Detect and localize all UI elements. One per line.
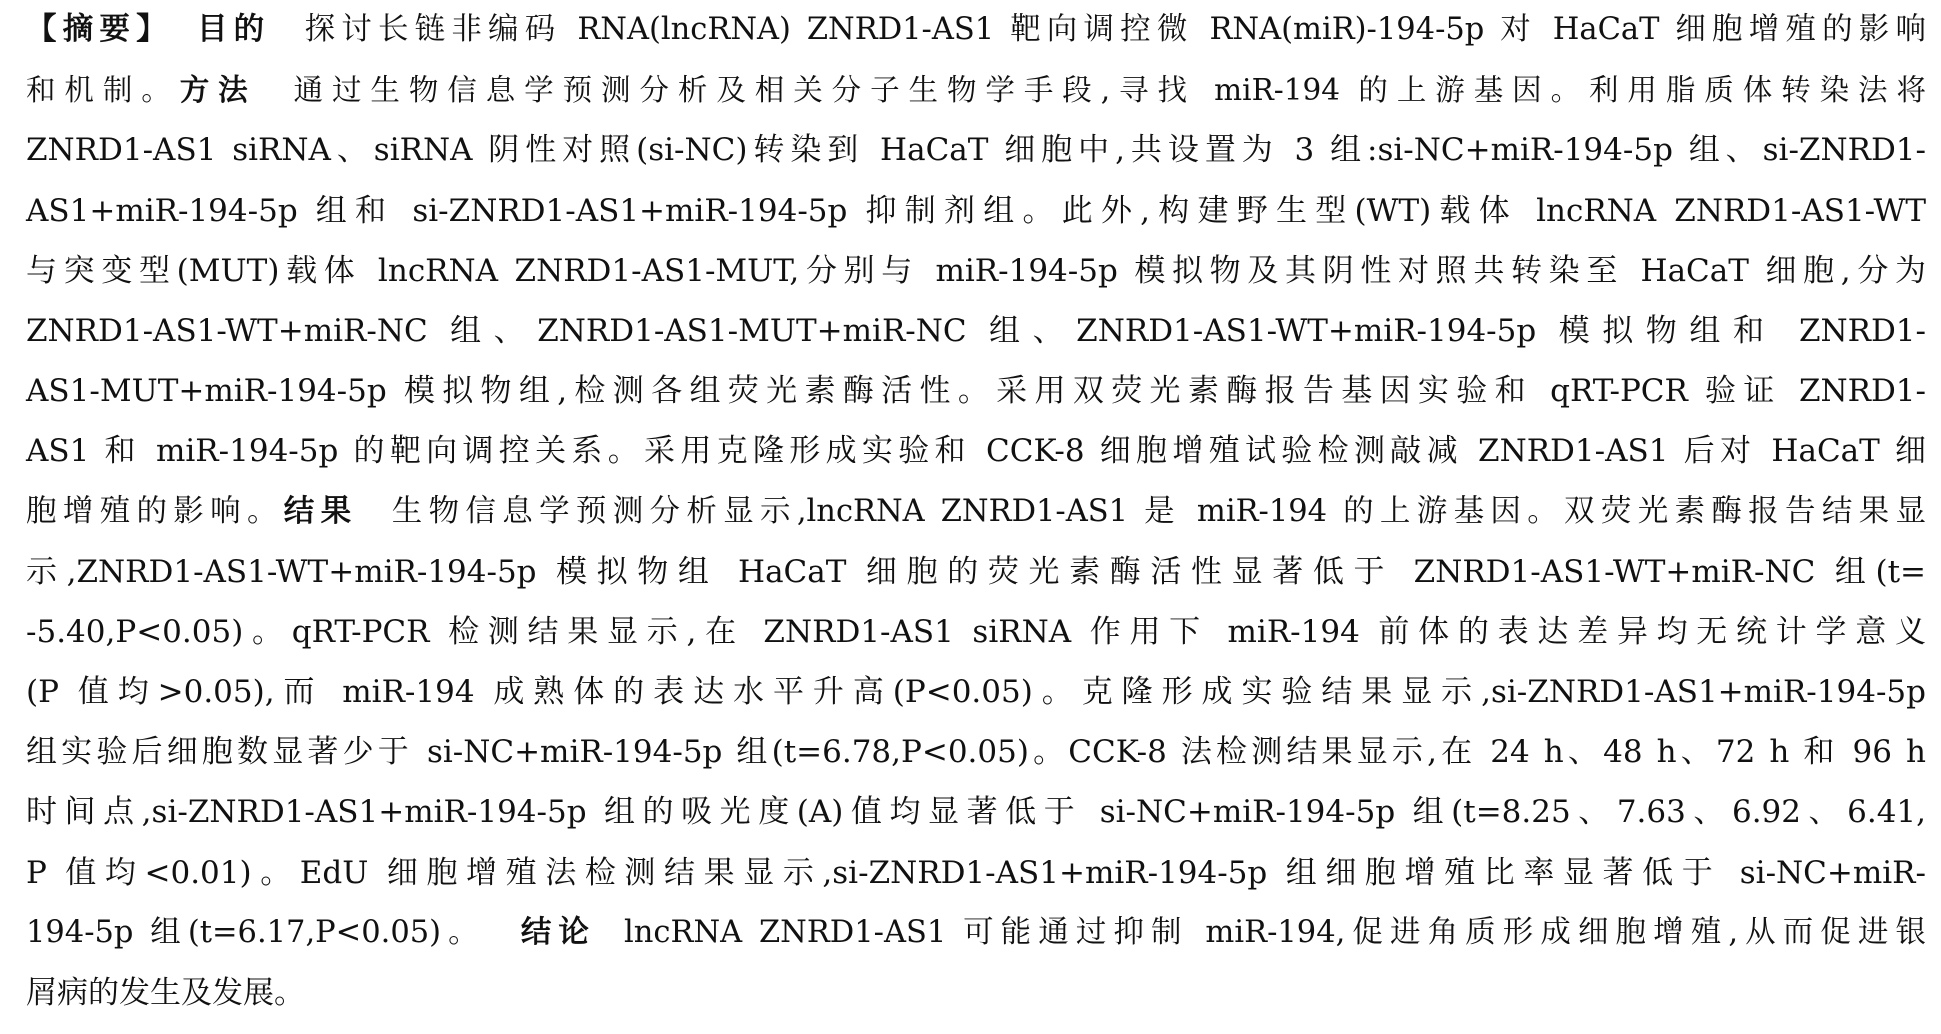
abstract-text: 示,ZNRD1-AS1-WT+miR-194-5p 模拟物组 HaCaT 细胞的荧光素酶活性显著低于 ZNRD1-AS1-WT+miR-NC 组(t= xyxy=(26,553,1926,590)
abstract-line-8 xyxy=(26,421,1926,481)
abstract-line-5 xyxy=(26,241,1926,301)
abstract-line-2 xyxy=(26,60,1926,120)
abstract-text: 胞增殖的影响。 xyxy=(26,493,284,529)
abstract-line-6 xyxy=(26,301,1926,361)
abstract-text: ZNRD1-AS1 siRNA、siRNA 阴性对照(si-NC)转染到 HaCaT 细胞中,共设置为 3 组:si-NC+miR-194-5p 组、si-ZNRD1- xyxy=(26,132,1926,169)
abstract-text: AS1 和 miR-194-5p 的靶向调控关系。采用克隆形成实验和 CCK-8 细胞增殖试验检测敲减 ZNRD1-AS1 后对 HaCaT 细 xyxy=(26,433,1926,470)
abstract-text: 通过生物信息学预测分析及相关分子生物学手段,寻找 miR-194 的上游基因。利用脂质体转染法将 xyxy=(284,73,1926,108)
abstract-text: P 值均<0.01)。EdU 细胞增殖法检测结果显示,si-ZNRD1-AS1+miR-194-5p 组细胞增殖比率显著低于 si-NC+miR- xyxy=(26,854,1926,891)
section-heading-conclusion: 结论 xyxy=(513,914,597,950)
abstract-body xyxy=(26,0,1926,1023)
abstract-text: 与突变型(MUT)载体 lncRNA ZNRD1-AS1-MUT,分别与 miR-194-5p 模拟物及其阴性对照共转染至 HaCaT 细胞,分为 xyxy=(26,252,1926,289)
abstract-text: ZNRD1-AS1-WT+miR-NC 组、ZNRD1-AS1-MUT+miR-NC 组、ZNRD1-AS1-WT+miR-194-5p 模拟物组和 ZNRD1- xyxy=(26,312,1926,349)
abstract-line-4 xyxy=(26,181,1926,241)
abstract-line-15 xyxy=(26,843,1926,903)
section-heading-objective: 目的 xyxy=(190,12,271,47)
abstract-text: (P 值均>0.05),而 miR-194 成熟体的表达水平升高(P<0.05)。克隆形成实验结果显示,si-ZNRD1-AS1+miR-194-5p xyxy=(26,674,1926,711)
abstract-line-16 xyxy=(26,903,1926,963)
abstract-text: AS1-MUT+miR-194-5p 模拟物组,检测各组荧光素酶活性。采用双荧光素酶报告基因实验和 qRT-PCR 验证 ZNRD1- xyxy=(26,373,1926,410)
abstract-text: AS1+miR-194-5p 组和 si-ZNRD1-AS1+miR-194-5p 抑制剂组。此外,构建野生型(WT)载体 lncRNA ZNRD1-AS1-WT xyxy=(26,192,1926,229)
abstract-text: 探讨长链非编码 RNA(lncRNA) ZNRD1-AS1 靶向调控微 RNA(miR)-194-5p 对 HaCaT 细胞增殖的影响 xyxy=(298,12,1926,47)
abstract-line-13 xyxy=(26,722,1926,782)
abstract-text: lncRNA ZNRD1-AS1 可能通过抑制 miR-194,促进角质形成细胞增殖,从而促进银 xyxy=(624,914,1926,950)
abstract-line-1 xyxy=(26,0,1926,60)
abstract-line-10 xyxy=(26,542,1926,602)
abstract-line-9 xyxy=(26,482,1926,542)
section-heading-results: 结果 xyxy=(283,493,358,529)
abstract-line-12 xyxy=(26,662,1926,722)
abstract-label: 【摘要】 xyxy=(26,12,173,47)
abstract-text: -5.40,P<0.05)。qRT-PCR 检测结果显示,在 ZNRD1-AS1 siRNA 作用下 miR-194 前体的表达差异均无统计学意义 xyxy=(26,613,1926,650)
section-heading-methods: 方法 xyxy=(179,73,257,108)
abstract-line-7 xyxy=(26,361,1926,421)
abstract-line-14 xyxy=(26,782,1926,842)
abstract-line-3 xyxy=(26,120,1926,180)
abstract-text: 组实验后细胞数显著少于 si-NC+miR-194-5p 组(t=6.78,P<0.05)。CCK-8 法检测结果显示,在 24 h、48 h、72 h 和 96 h xyxy=(26,734,1926,771)
abstract-text: 生物信息学预测分析显示,lncRNA ZNRD1-AS1 是 miR-194 的上游基因。双荧光素酶报告结果显 xyxy=(385,493,1926,529)
abstract-text: 屑病的发生及发展。 xyxy=(26,975,305,1011)
abstract-line-11 xyxy=(26,602,1926,662)
abstract-text: 和机制。 xyxy=(26,73,180,108)
abstract-text: 时间点,si-ZNRD1-AS1+miR-194-5p 组的吸光度(A)值均显著低于 si-NC+miR-194-5p 组(t=8.25、7.63、6.92、6.41, xyxy=(26,794,1926,831)
abstract-text: 194-5p 组(t=6.17,P<0.05)。 xyxy=(26,914,486,950)
abstract-line-17 xyxy=(26,963,1926,1023)
